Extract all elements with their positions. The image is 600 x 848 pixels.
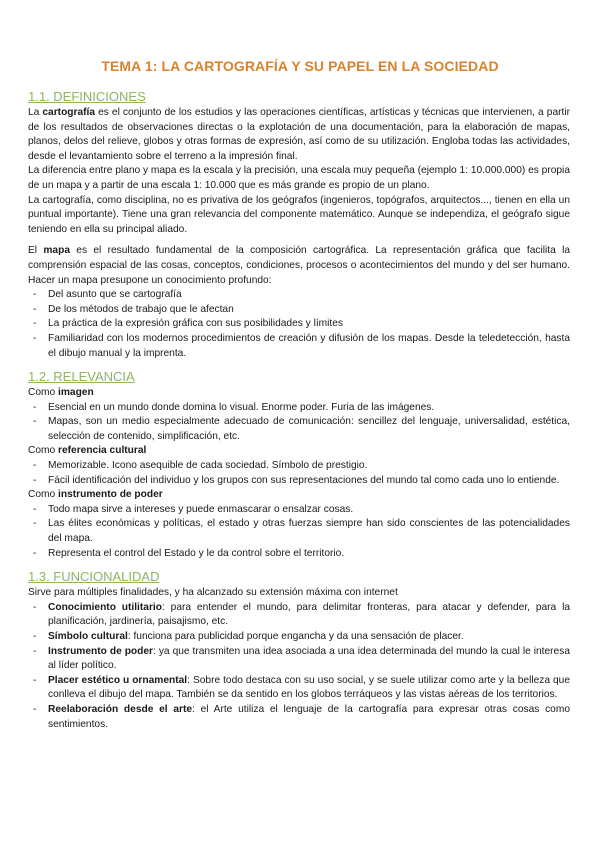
subhead-imagen bbox=[28, 386, 570, 401]
list-item: - Fácil identificación del individuo y los grupos con sus representaciones del mundo tal como cada uno lo entiende. bbox=[28, 474, 570, 489]
text-run: : el Arte utiliza el lenguaje de la cartografía para expresar otras cosas como sentimientos. bbox=[48, 703, 570, 730]
list-item: - La práctica de la expresión gráfica con sus posibilidades y límites bbox=[28, 317, 570, 332]
text-run: es el conjunto de los estudios y las operaciones científicas, artísticas y técnicas que intervienen, a partir de los resultados de observaciones directas o la explotación de una documentación, para la elaboración de mapas, planos, delos del relieve, globos y otras formas de expresión, así como de su utilización. Engloba todas las actividades, desde el levantamiento sobre el terreno a la impresión final. bbox=[28, 107, 570, 162]
list-item: - Todo mapa sirve a intereses y puede enmascarar o ensalzar cosas. bbox=[28, 503, 570, 518]
text-run: : ya que transmiten una idea asociada a una idea determinada del mundo la cual le interesa al líder político. bbox=[48, 645, 570, 672]
bold-term: imagen bbox=[58, 387, 94, 399]
paragraph-plano-mapa: La diferencia entre plano y mapa es la escala y la precisión, una escala muy pequeña (ejemplo 1: 10.000.000) es propia de un mapa y a partir de una escala 1: 10.000 que es más grande es propio de un plano. bbox=[28, 165, 570, 191]
list-item: - Las élites económicas y políticas, el estado y otras fuerzas siempre han sido conscientes de las potencialidades del mapa. bbox=[28, 517, 570, 546]
text-run: Como bbox=[28, 387, 59, 399]
text-run: es el resultado fundamental de la composición cartográfica. La representación gráfica que facilita la comprensión espacial de las cosas, conceptos, condiciones, procesos o acontecimientos del mundo y del ser humano. Hacer un mapa presupone un conocimiento profundo: bbox=[28, 245, 571, 286]
text-run: : para entender el mundo, para delimitar fronteras, para atacar y defender, para la planificación, jardinería, paisajismo, etc. bbox=[48, 601, 570, 628]
subhead-instrumento-poder bbox=[28, 488, 570, 503]
paragraph-mapa bbox=[28, 244, 570, 288]
bold-term: cartografía bbox=[42, 107, 96, 118]
subhead-referencia-cultural bbox=[28, 444, 570, 459]
list-item: - Memorizable. Icono asequible de cada sociedad. Símbolo de prestigio. bbox=[28, 459, 570, 474]
bold-term: Conocimiento utilitario bbox=[48, 601, 162, 613]
list-item bbox=[28, 674, 570, 703]
text-run: : Sobre todo destaca con su uso social, y se suele utilizar como arte y la belleza que conlleva el dibujo del mapa. También se da sentido en los globos terráqueos y las vistas aéreas de los territorios. bbox=[48, 674, 571, 701]
section-heading-definiciones: 1.1. DEFINICIONES bbox=[28, 89, 146, 104]
text-run: Como bbox=[28, 445, 59, 457]
bold-term: Reelaboración desde el arte bbox=[48, 703, 193, 715]
bold-term: mapa bbox=[43, 245, 70, 257]
text-run: El bbox=[28, 245, 44, 257]
paragraph-cartografia bbox=[28, 106, 570, 164]
bold-term: Símbolo cultural bbox=[48, 631, 128, 642]
list-item bbox=[28, 645, 570, 674]
paragraph-funcionalidad-intro: Sirve para múltiples finalidades, y ha alcanzado su extensión máxima con internet bbox=[28, 587, 398, 599]
text-run: La bbox=[28, 107, 43, 118]
list-item bbox=[28, 703, 570, 732]
section-heading-funcionalidad: 1.3. FUNCIONALIDAD bbox=[28, 569, 160, 585]
paragraph-disciplina: La cartografía, como disciplina, no es privativa de los geógrafos (ingenieros, topógrafos, arquitectos..., tienen en ella un puntual importante). Tiene una gran relevancia del componente matemático. Aunque se independiza, el geógrafo sigue teniendo en ella su principal aliado. bbox=[28, 194, 570, 235]
text-run: Como bbox=[28, 489, 59, 501]
page-title: TEMA 1: LA CARTOGRAFÍA Y SU PAPEL EN LA SOCIEDAD bbox=[101, 58, 499, 74]
poder-list bbox=[28, 503, 570, 561]
list-item bbox=[28, 601, 570, 630]
list-item: - De los métodos de trabajo que le afectan bbox=[28, 303, 570, 318]
referencia-list bbox=[28, 459, 570, 488]
imagen-list bbox=[28, 401, 570, 445]
funcionalidad-list bbox=[28, 601, 570, 732]
document-body bbox=[28, 89, 570, 732]
section-heading-relevancia: 1.2. RELEVANCIA bbox=[28, 369, 135, 385]
bold-term: instrumento de poder bbox=[58, 489, 163, 501]
text-run: : funciona para publicidad porque engancha y da una sensación de placer. bbox=[127, 631, 464, 642]
list-item: - Del asunto que se cartografía bbox=[28, 288, 570, 303]
list-item: - Esencial en un mundo donde domina lo visual. Enorme poder. Furia de las imágenes. bbox=[28, 401, 570, 416]
bold-term: Instrumento de poder bbox=[48, 645, 154, 657]
list-item bbox=[28, 630, 570, 645]
list-item: - Familiaridad con los modernos procedimientos de creación y difusión de los mapas. Desde la teledetección, hasta el dibujo manual y la imprenta. bbox=[28, 332, 570, 361]
list-item: - Representa el control del Estado y le da control sobre el territorio. bbox=[28, 547, 570, 562]
bold-term: referencia cultural bbox=[58, 445, 147, 457]
conocimiento-list bbox=[28, 288, 570, 361]
list-item: - Mapas, son un medio especialmente adecuado de comunicación: sencillez del lenguaje, universalidad, estética, selección de contenido, simplificación, etc. bbox=[28, 415, 570, 444]
bold-term: Placer estético u ornamental bbox=[48, 674, 188, 686]
